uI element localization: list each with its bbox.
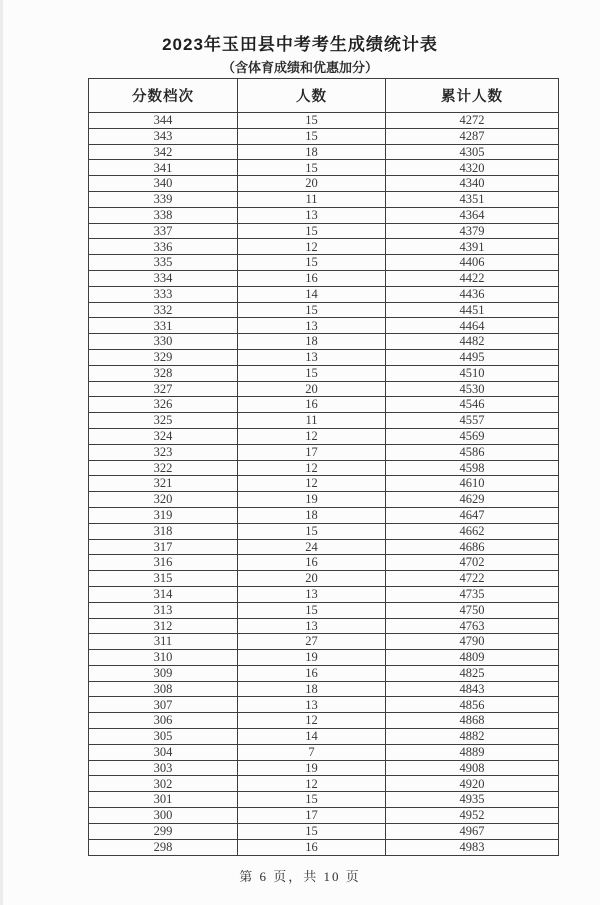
table-row <box>89 665 559 681</box>
table-cell: 13 <box>238 318 386 334</box>
table-cell: 301 <box>89 792 238 808</box>
column-header-count: 人数 <box>238 79 386 113</box>
table-cell: 20 <box>238 571 386 587</box>
table-cell: 15 <box>238 160 386 176</box>
table-cell: 4809 <box>386 650 559 666</box>
table-row <box>89 318 559 334</box>
table-cell: 14 <box>238 286 386 302</box>
column-header-score-level: 分数档次 <box>89 79 238 113</box>
table-cell: 331 <box>89 318 238 334</box>
table-cell: 15 <box>238 365 386 381</box>
table-cell: 4686 <box>386 539 559 555</box>
table-cell: 4557 <box>386 413 559 429</box>
table-cell: 24 <box>238 539 386 555</box>
table-cell: 12 <box>238 713 386 729</box>
table-cell: 323 <box>89 444 238 460</box>
table-cell: 4422 <box>386 270 559 286</box>
score-statistics-table <box>88 78 559 856</box>
table-row <box>89 113 559 129</box>
table-cell: 15 <box>238 792 386 808</box>
table-row <box>89 571 559 587</box>
table-cell: 4287 <box>386 128 559 144</box>
table-row <box>89 144 559 160</box>
table-cell: 326 <box>89 397 238 413</box>
table-cell: 305 <box>89 729 238 745</box>
table-cell: 303 <box>89 760 238 776</box>
table-cell: 4920 <box>386 776 559 792</box>
table-cell: 18 <box>238 334 386 350</box>
table-cell: 4825 <box>386 665 559 681</box>
table-cell: 4546 <box>386 397 559 413</box>
table-row <box>89 507 559 523</box>
table-cell: 341 <box>89 160 238 176</box>
table-cell: 340 <box>89 176 238 192</box>
table-cell: 14 <box>238 729 386 745</box>
table-cell: 4482 <box>386 334 559 350</box>
table-row <box>89 523 559 539</box>
table-cell: 4790 <box>386 634 559 650</box>
table-cell: 334 <box>89 270 238 286</box>
table-cell: 4702 <box>386 555 559 571</box>
table-cell: 4320 <box>386 160 559 176</box>
table-cell: 307 <box>89 697 238 713</box>
table-cell: 324 <box>89 428 238 444</box>
table-body <box>89 113 559 856</box>
table-row <box>89 286 559 302</box>
table-cell: 328 <box>89 365 238 381</box>
table-cell: 15 <box>238 113 386 129</box>
page-subtitle: （含体育成绩和优惠加分） <box>221 60 378 75</box>
table-row <box>89 823 559 839</box>
table-cell: 18 <box>238 144 386 160</box>
table-cell: 335 <box>89 255 238 271</box>
table-row <box>89 744 559 760</box>
table-cell: 4530 <box>386 381 559 397</box>
table-cell: 4763 <box>386 618 559 634</box>
table-cell: 317 <box>89 539 238 555</box>
table-row <box>89 349 559 365</box>
table-row <box>89 365 559 381</box>
table-cell: 327 <box>89 381 238 397</box>
table-cell: 13 <box>238 618 386 634</box>
table-cell: 18 <box>238 681 386 697</box>
table-cell: 4451 <box>386 302 559 318</box>
table-cell: 4647 <box>386 507 559 523</box>
table-cell: 27 <box>238 634 386 650</box>
table-cell: 4610 <box>386 476 559 492</box>
table-cell: 4889 <box>386 744 559 760</box>
table-row <box>89 207 559 223</box>
table-row <box>89 760 559 776</box>
table-cell: 4436 <box>386 286 559 302</box>
table-cell: 4272 <box>386 113 559 129</box>
table-cell: 4662 <box>386 523 559 539</box>
table-row <box>89 839 559 855</box>
table-cell: 4983 <box>386 839 559 855</box>
table-row <box>89 492 559 508</box>
table-cell: 299 <box>89 823 238 839</box>
table-cell: 4406 <box>386 255 559 271</box>
table-cell: 15 <box>238 223 386 239</box>
table-cell: 344 <box>89 113 238 129</box>
table-cell: 20 <box>238 381 386 397</box>
table-cell: 314 <box>89 586 238 602</box>
table-cell: 4967 <box>386 823 559 839</box>
table-cell: 17 <box>238 808 386 824</box>
table-cell: 4340 <box>386 176 559 192</box>
column-header-cumulative-count: 累计人数 <box>386 79 559 113</box>
table-cell: 4908 <box>386 760 559 776</box>
table-cell: 342 <box>89 144 238 160</box>
table-cell: 19 <box>238 492 386 508</box>
table-cell: 343 <box>89 128 238 144</box>
table-cell: 12 <box>238 776 386 792</box>
table-row <box>89 128 559 144</box>
table-cell: 16 <box>238 270 386 286</box>
table-cell: 4391 <box>386 239 559 255</box>
table-cell: 19 <box>238 760 386 776</box>
table-cell: 4379 <box>386 223 559 239</box>
table-cell: 322 <box>89 460 238 476</box>
table-cell: 300 <box>89 808 238 824</box>
table-row <box>89 334 559 350</box>
table-cell: 313 <box>89 602 238 618</box>
table-row <box>89 428 559 444</box>
table-cell: 311 <box>89 634 238 650</box>
table-cell: 4305 <box>386 144 559 160</box>
table-cell: 15 <box>238 255 386 271</box>
table-cell: 16 <box>238 665 386 681</box>
table-cell: 330 <box>89 334 238 350</box>
table-row <box>89 808 559 824</box>
table-cell: 333 <box>89 286 238 302</box>
table-cell: 312 <box>89 618 238 634</box>
table-row <box>89 239 559 255</box>
table-header-row <box>89 79 559 113</box>
table-row <box>89 176 559 192</box>
table-row <box>89 191 559 207</box>
page-number-footer: 第 6 页，共 10 页 <box>239 869 361 884</box>
table-row <box>89 160 559 176</box>
table-cell: 4351 <box>386 191 559 207</box>
table-cell: 337 <box>89 223 238 239</box>
table-row <box>89 539 559 555</box>
table-cell: 15 <box>238 823 386 839</box>
table-row <box>89 697 559 713</box>
table-cell: 4843 <box>386 681 559 697</box>
table-cell: 309 <box>89 665 238 681</box>
table-cell: 11 <box>238 413 386 429</box>
table-row <box>89 586 559 602</box>
table-cell: 4735 <box>386 586 559 602</box>
table-cell: 298 <box>89 839 238 855</box>
table-cell: 12 <box>238 460 386 476</box>
table-cell: 18 <box>238 507 386 523</box>
table-cell: 4495 <box>386 349 559 365</box>
table-cell: 302 <box>89 776 238 792</box>
table-cell: 13 <box>238 207 386 223</box>
table-cell: 4364 <box>386 207 559 223</box>
table-cell: 15 <box>238 302 386 318</box>
table-cell: 332 <box>89 302 238 318</box>
table-row <box>89 776 559 792</box>
table-cell: 15 <box>238 602 386 618</box>
table-row <box>89 713 559 729</box>
scan-edge-artifact <box>0 0 3 905</box>
table-cell: 16 <box>238 839 386 855</box>
table-row <box>89 792 559 808</box>
table-row <box>89 302 559 318</box>
table-cell: 319 <box>89 507 238 523</box>
table-cell: 329 <box>89 349 238 365</box>
table-row <box>89 270 559 286</box>
table-cell: 4882 <box>386 729 559 745</box>
table-row <box>89 460 559 476</box>
table-row <box>89 444 559 460</box>
table-cell: 15 <box>238 523 386 539</box>
table-row <box>89 381 559 397</box>
table-cell: 336 <box>89 239 238 255</box>
table-cell: 315 <box>89 571 238 587</box>
table-cell: 4868 <box>386 713 559 729</box>
table-cell: 15 <box>238 128 386 144</box>
table-cell: 19 <box>238 650 386 666</box>
table-cell: 310 <box>89 650 238 666</box>
table-cell: 318 <box>89 523 238 539</box>
table-cell: 320 <box>89 492 238 508</box>
table-cell: 339 <box>89 191 238 207</box>
table-row <box>89 650 559 666</box>
table-cell: 17 <box>238 444 386 460</box>
table-cell: 11 <box>238 191 386 207</box>
table-cell: 304 <box>89 744 238 760</box>
table-cell: 338 <box>89 207 238 223</box>
table-cell: 4856 <box>386 697 559 713</box>
table-cell: 4722 <box>386 571 559 587</box>
table-cell: 7 <box>238 744 386 760</box>
table-cell: 306 <box>89 713 238 729</box>
table-cell: 13 <box>238 349 386 365</box>
table-row <box>89 255 559 271</box>
table-row <box>89 634 559 650</box>
table-cell: 16 <box>238 397 386 413</box>
table-row <box>89 729 559 745</box>
table-row <box>89 397 559 413</box>
table-row <box>89 223 559 239</box>
table-cell: 316 <box>89 555 238 571</box>
table-cell: 12 <box>238 239 386 255</box>
table-row <box>89 618 559 634</box>
table-cell: 4510 <box>386 365 559 381</box>
table-cell: 308 <box>89 681 238 697</box>
table-cell: 321 <box>89 476 238 492</box>
table-cell: 13 <box>238 697 386 713</box>
table-row <box>89 681 559 697</box>
table-cell: 4569 <box>386 428 559 444</box>
table-cell: 4750 <box>386 602 559 618</box>
table-row <box>89 555 559 571</box>
table-cell: 4464 <box>386 318 559 334</box>
table-cell: 4935 <box>386 792 559 808</box>
table-cell: 4629 <box>386 492 559 508</box>
table-cell: 12 <box>238 476 386 492</box>
page-title: 2023年玉田县中考考生成绩统计表 <box>162 35 438 54</box>
table-cell: 4598 <box>386 460 559 476</box>
table-cell: 4952 <box>386 808 559 824</box>
table-cell: 13 <box>238 586 386 602</box>
table-cell: 16 <box>238 555 386 571</box>
table-cell: 12 <box>238 428 386 444</box>
table-cell: 325 <box>89 413 238 429</box>
table-cell: 4586 <box>386 444 559 460</box>
table-cell: 20 <box>238 176 386 192</box>
table-row <box>89 602 559 618</box>
table-row <box>89 476 559 492</box>
table-row <box>89 413 559 429</box>
